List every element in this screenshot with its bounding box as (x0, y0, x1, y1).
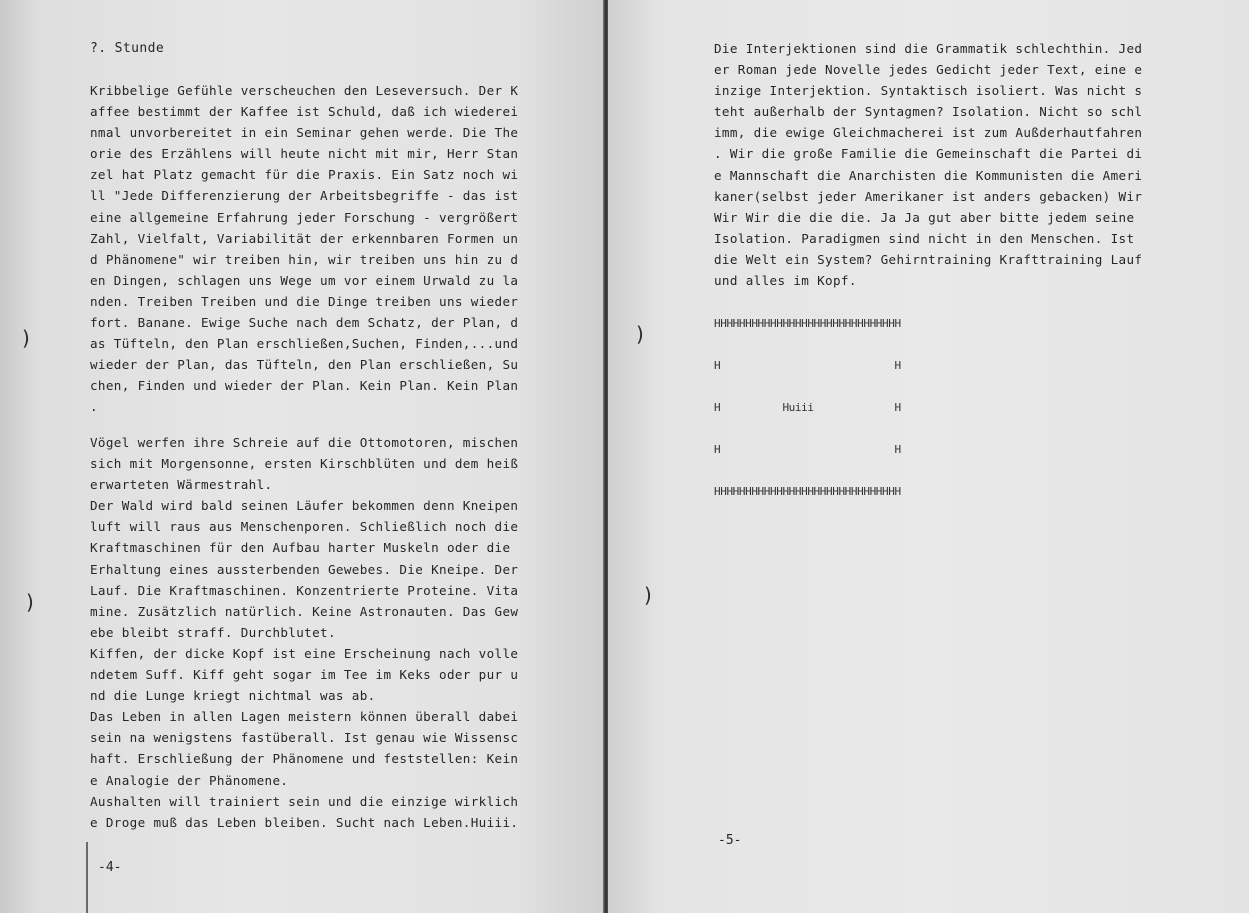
h-frame-top: HHHHHHHHHHHHHHHHHHHHHHHHHHHHHH (714, 317, 901, 330)
text-line: . (90, 399, 98, 415)
text-line: en Dingen, schlagen uns Wege um vor einem Urwald zu la (90, 272, 519, 288)
h-frame-row: H H (714, 359, 901, 372)
text-line: erwarteten Wärmestrahl. (90, 477, 273, 493)
left-paragraph-2 (90, 432, 518, 833)
text-line: ndetem Suff. Kiff geht sogar im Tee im Keks oder pur u (90, 667, 519, 683)
text-line: e Mannschaft die Anarchisten die Kommunisten die Ameri (714, 167, 1143, 183)
text-line: Vögel werfen ihre Schreie auf die Ottomotoren, mischen (90, 435, 519, 450)
text-line: . Wir die große Familie die Gemeinschaft die Partei di (714, 146, 1143, 162)
left-page-heading: ?. Stunde (90, 41, 165, 56)
text-line: ll "Jede Differenzierung der Arbeitsbegriffe - das ist (90, 188, 519, 204)
text-line: imm, die ewige Gleichmacherei ist zum Außderhautfahren (714, 125, 1143, 141)
text-line: Lauf. Die Kraftmaschinen. Konzentrierte Proteine. Vita (90, 582, 519, 598)
h-frame-bottom: HHHHHHHHHHHHHHHHHHHHHHHHHHHHHH (714, 485, 901, 498)
text-line: Das Leben in allen Lagen meistern können überall dabei (90, 709, 519, 725)
text-line: er Roman jede Novelle jedes Gedicht jeder Text, eine e (714, 62, 1143, 78)
left-page (0, 0, 604, 913)
text-line: sich mit Morgensonne, ersten Kirschblüten und dem heiß (90, 456, 519, 472)
text-line: Kribbelige Gefühle verscheuchen den Leseversuch. Der K (90, 83, 519, 98)
text-line: Isolation. Paradigmen sind nicht in den Menschen. Ist (714, 230, 1135, 246)
h-frame-row: H H (714, 443, 901, 456)
text-line: sein na wenigstens fastüberall. Ist genau wie Wissensc (90, 730, 519, 746)
binder-hole-mark: ) (636, 322, 644, 346)
text-line: Kraftmaschinen für den Aufbau harter Muskeln oder die (90, 540, 511, 556)
text-line: affee bestimmt der Kaffee ist Schuld, daß ich wiederei (90, 104, 519, 120)
left-page-number: -4- (98, 860, 122, 875)
text-line: e Analogie der Phänomene. (90, 772, 289, 788)
text-line: inzige Interjektion. Syntaktisch isoliert. Was nicht s (714, 83, 1143, 99)
text-line: luft will raus aus Menschenporen. Schließlich noch die (90, 519, 519, 535)
right-page (608, 0, 1249, 913)
text-line: zel hat Platz gemacht für die Praxis. Ein Satz noch wi (90, 167, 519, 183)
text-line: Zahl, Vielfalt, Variabilität der erkennbaren Formen un (90, 230, 519, 246)
binder-hole-mark: ) (26, 590, 34, 614)
text-line: Erhaltung eines aussterbenden Gewebes. Die Kneipe. Der (90, 561, 519, 577)
left-paragraph-1 (90, 80, 518, 418)
text-line: fort. Banane. Ewige Suche nach dem Schatz, der Plan, d (90, 315, 519, 331)
text-line: teht außerhalb der Syntagmen? Isolation. Nicht so schl (714, 104, 1143, 120)
text-line: chen, Finden und wieder der Plan. Kein Plan. Kein Plan (90, 378, 519, 394)
text-line: nden. Treiben Treiben und die Dinge treiben uns wieder (90, 293, 519, 309)
text-line: nd die Lunge kriegt nichtmal was ab. (90, 688, 376, 704)
right-page-number: -5- (718, 833, 742, 848)
text-line: eine allgemeine Erfahrung jeder Forschung - vergrößert (90, 209, 519, 225)
huiii-h-frame (714, 289, 901, 527)
text-line: orie des Erzählens will heute nicht mit mir, Herr Stan (90, 146, 519, 162)
text-line: ebe bleibt straff. Durchblutet. (90, 624, 336, 640)
text-line: Der Wald wird bald seinen Läufer bekommen denn Kneipen (90, 498, 519, 514)
text-line: Kiffen, der dicke Kopf ist eine Erscheinung nach volle (90, 645, 519, 661)
text-line: und alles im Kopf. (714, 273, 857, 289)
text-line: die Welt ein System? Gehirntraining Krafttraining Lauf (714, 251, 1143, 267)
text-line: e Droge muß das Leben bleiben. Sucht nach Leben.Huiii. (90, 814, 519, 830)
text-line: nmal unvorbereitet in ein Seminar gehen werde. Die The (90, 125, 519, 141)
binder-hole-mark: ) (644, 583, 652, 607)
text-line: Die Interjektionen sind die Grammatik schlechthin. Jed (714, 41, 1143, 56)
text-line: Wir Wir die die die. Ja Ja gut aber bitte jedem seine (714, 209, 1135, 225)
text-line: as Tüfteln, den Plan erschließen,Suchen, Finden,...und (90, 336, 519, 352)
text-line: haft. Erschließung der Phänomene und feststellen: Kein (90, 751, 519, 767)
text-line: mine. Zusätzlich natürlich. Keine Astronauten. Das Gew (90, 603, 519, 619)
right-paragraph (714, 38, 1142, 291)
text-line: d Phänomene" wir treiben hin, wir treiben uns hin zu d (90, 251, 519, 267)
text-line: Aushalten will trainiert sein und die einzige wirklich (90, 793, 519, 809)
text-line: kaner(selbst jeder Amerikaner ist anders gebacken) Wir (714, 188, 1143, 204)
text-line: wieder der Plan, das Tüfteln, den Plan erschließen, Su (90, 357, 519, 373)
h-frame-row: H Huiii H (714, 401, 901, 414)
binder-hole-mark: ) (22, 326, 30, 350)
